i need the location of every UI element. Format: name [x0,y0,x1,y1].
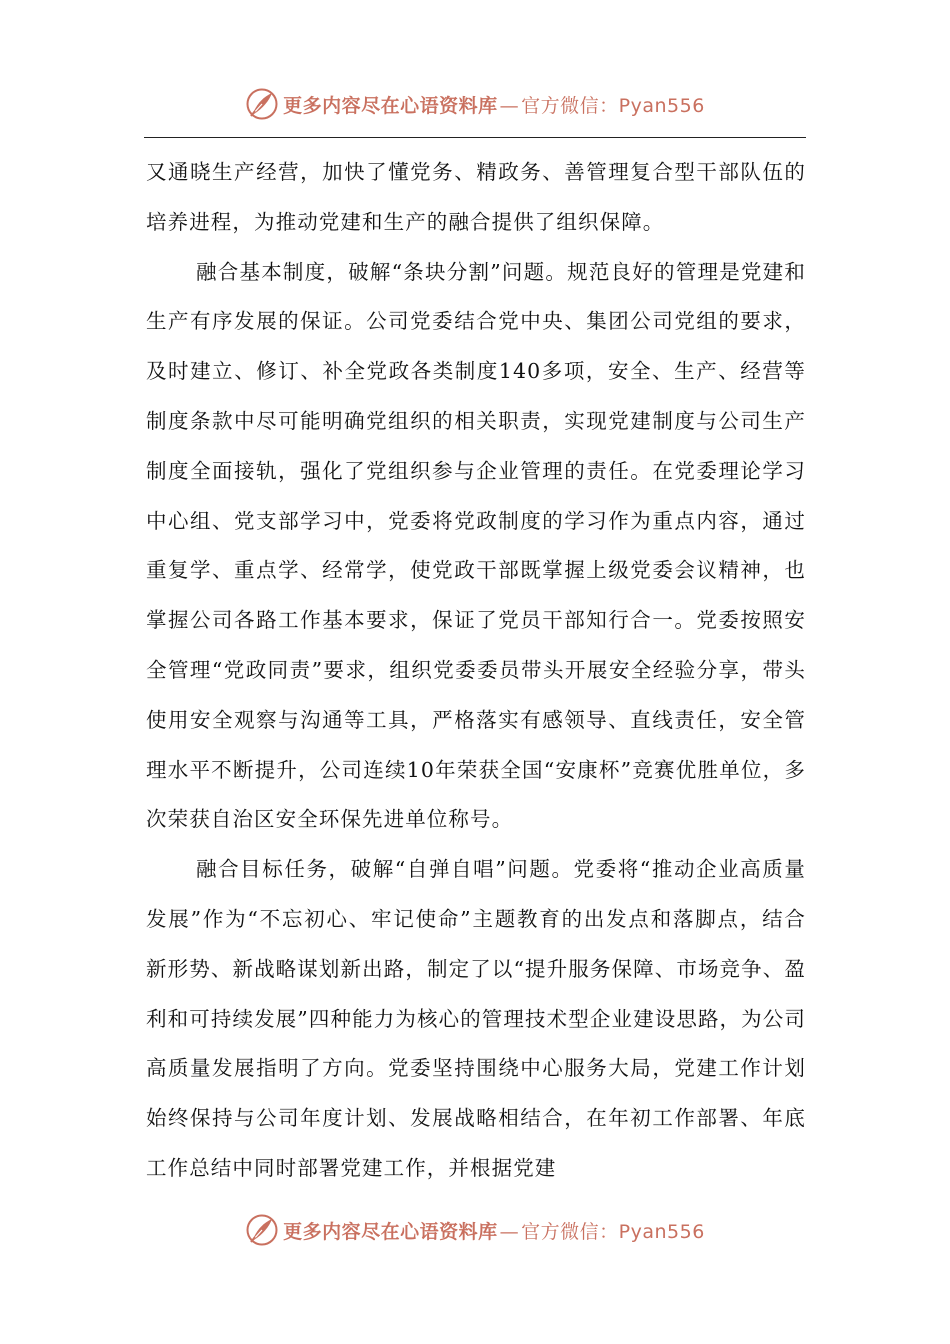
footer-banner-sep: — [499,1220,520,1243]
header-banner-label: 更多内容尽在心语资料库 [283,94,498,117]
paragraph-1: 又通晓生产经营，加快了懂党务、精政务、善管理复合型干部队伍的培养进程，为推动党建和生产的融合提供了组织保障。 [146,160,806,234]
paragraph-3: 融合目标任务，破解“自弹自唱”问题。党委将“推动企业高质量发展”作为“不忘初心、牢记使命”主题教育的出发点和落脚点，结合新形势、新战略谋划新出路，制定了以“提升服务保障、市场竞争、盈利和可持续发展”四种能力为核心的管理技术型企业建设思路，为公司高质量发展指明了方向。党委坚持围绕中心服务大局，党建工作计划始终保持与公司年度计划、发展战略相结合，在年初工作部署、年底工作总结中同时部署党建工作，并根据党建 [146,857,806,1180]
paragraph-2: 融合基本制度，破解“条块分割”问题。规范良好的管理是党建和生产有序发展的保证。公司党委结合党中央、集团公司党组的要求，及时建立、修订、补全党政各类制度140多项，安全、生产、经营等制度条款中尽可能明确党组织的相关职责，实现党建制度与公司生产制度全面接轨，强化了党组织参与企业管理的责任。在党委理论学习中心组、党支部学习中，党委将党政制度的学习作为重点内容，通过重复学、重点学、经常学，使党政干部既掌握上级党委会议精神，也掌握公司各路工作基本要求，保证了党员干部知行合一。党委按照安全管理“党政同责”要求，组织党委委员带头开展安全经验分享，带头使用安全观察与沟通等工具，严格落实有感领导、直线责任，安全管理水平不断提升，公司连续10年荣获全国“安康杯”竞赛优胜单位，多次荣获自治区安全环保先进单位称号。 [146,259,806,832]
feather-pen-logo-icon [245,1213,279,1247]
document-body [146,148,806,1194]
header-divider [144,137,806,138]
feather-pen-logo-icon [245,87,279,121]
footer-banner [0,1210,950,1250]
header-banner-contact: 官方微信：Pyan556 [521,94,705,117]
footer-banner-contact: 官方微信：Pyan556 [521,1220,705,1243]
footer-banner-text [283,1217,705,1244]
header-banner-sep: — [499,94,520,117]
footer-banner-label: 更多内容尽在心语资料库 [283,1220,498,1243]
header-banner [0,84,950,124]
header-banner-text [283,91,705,118]
